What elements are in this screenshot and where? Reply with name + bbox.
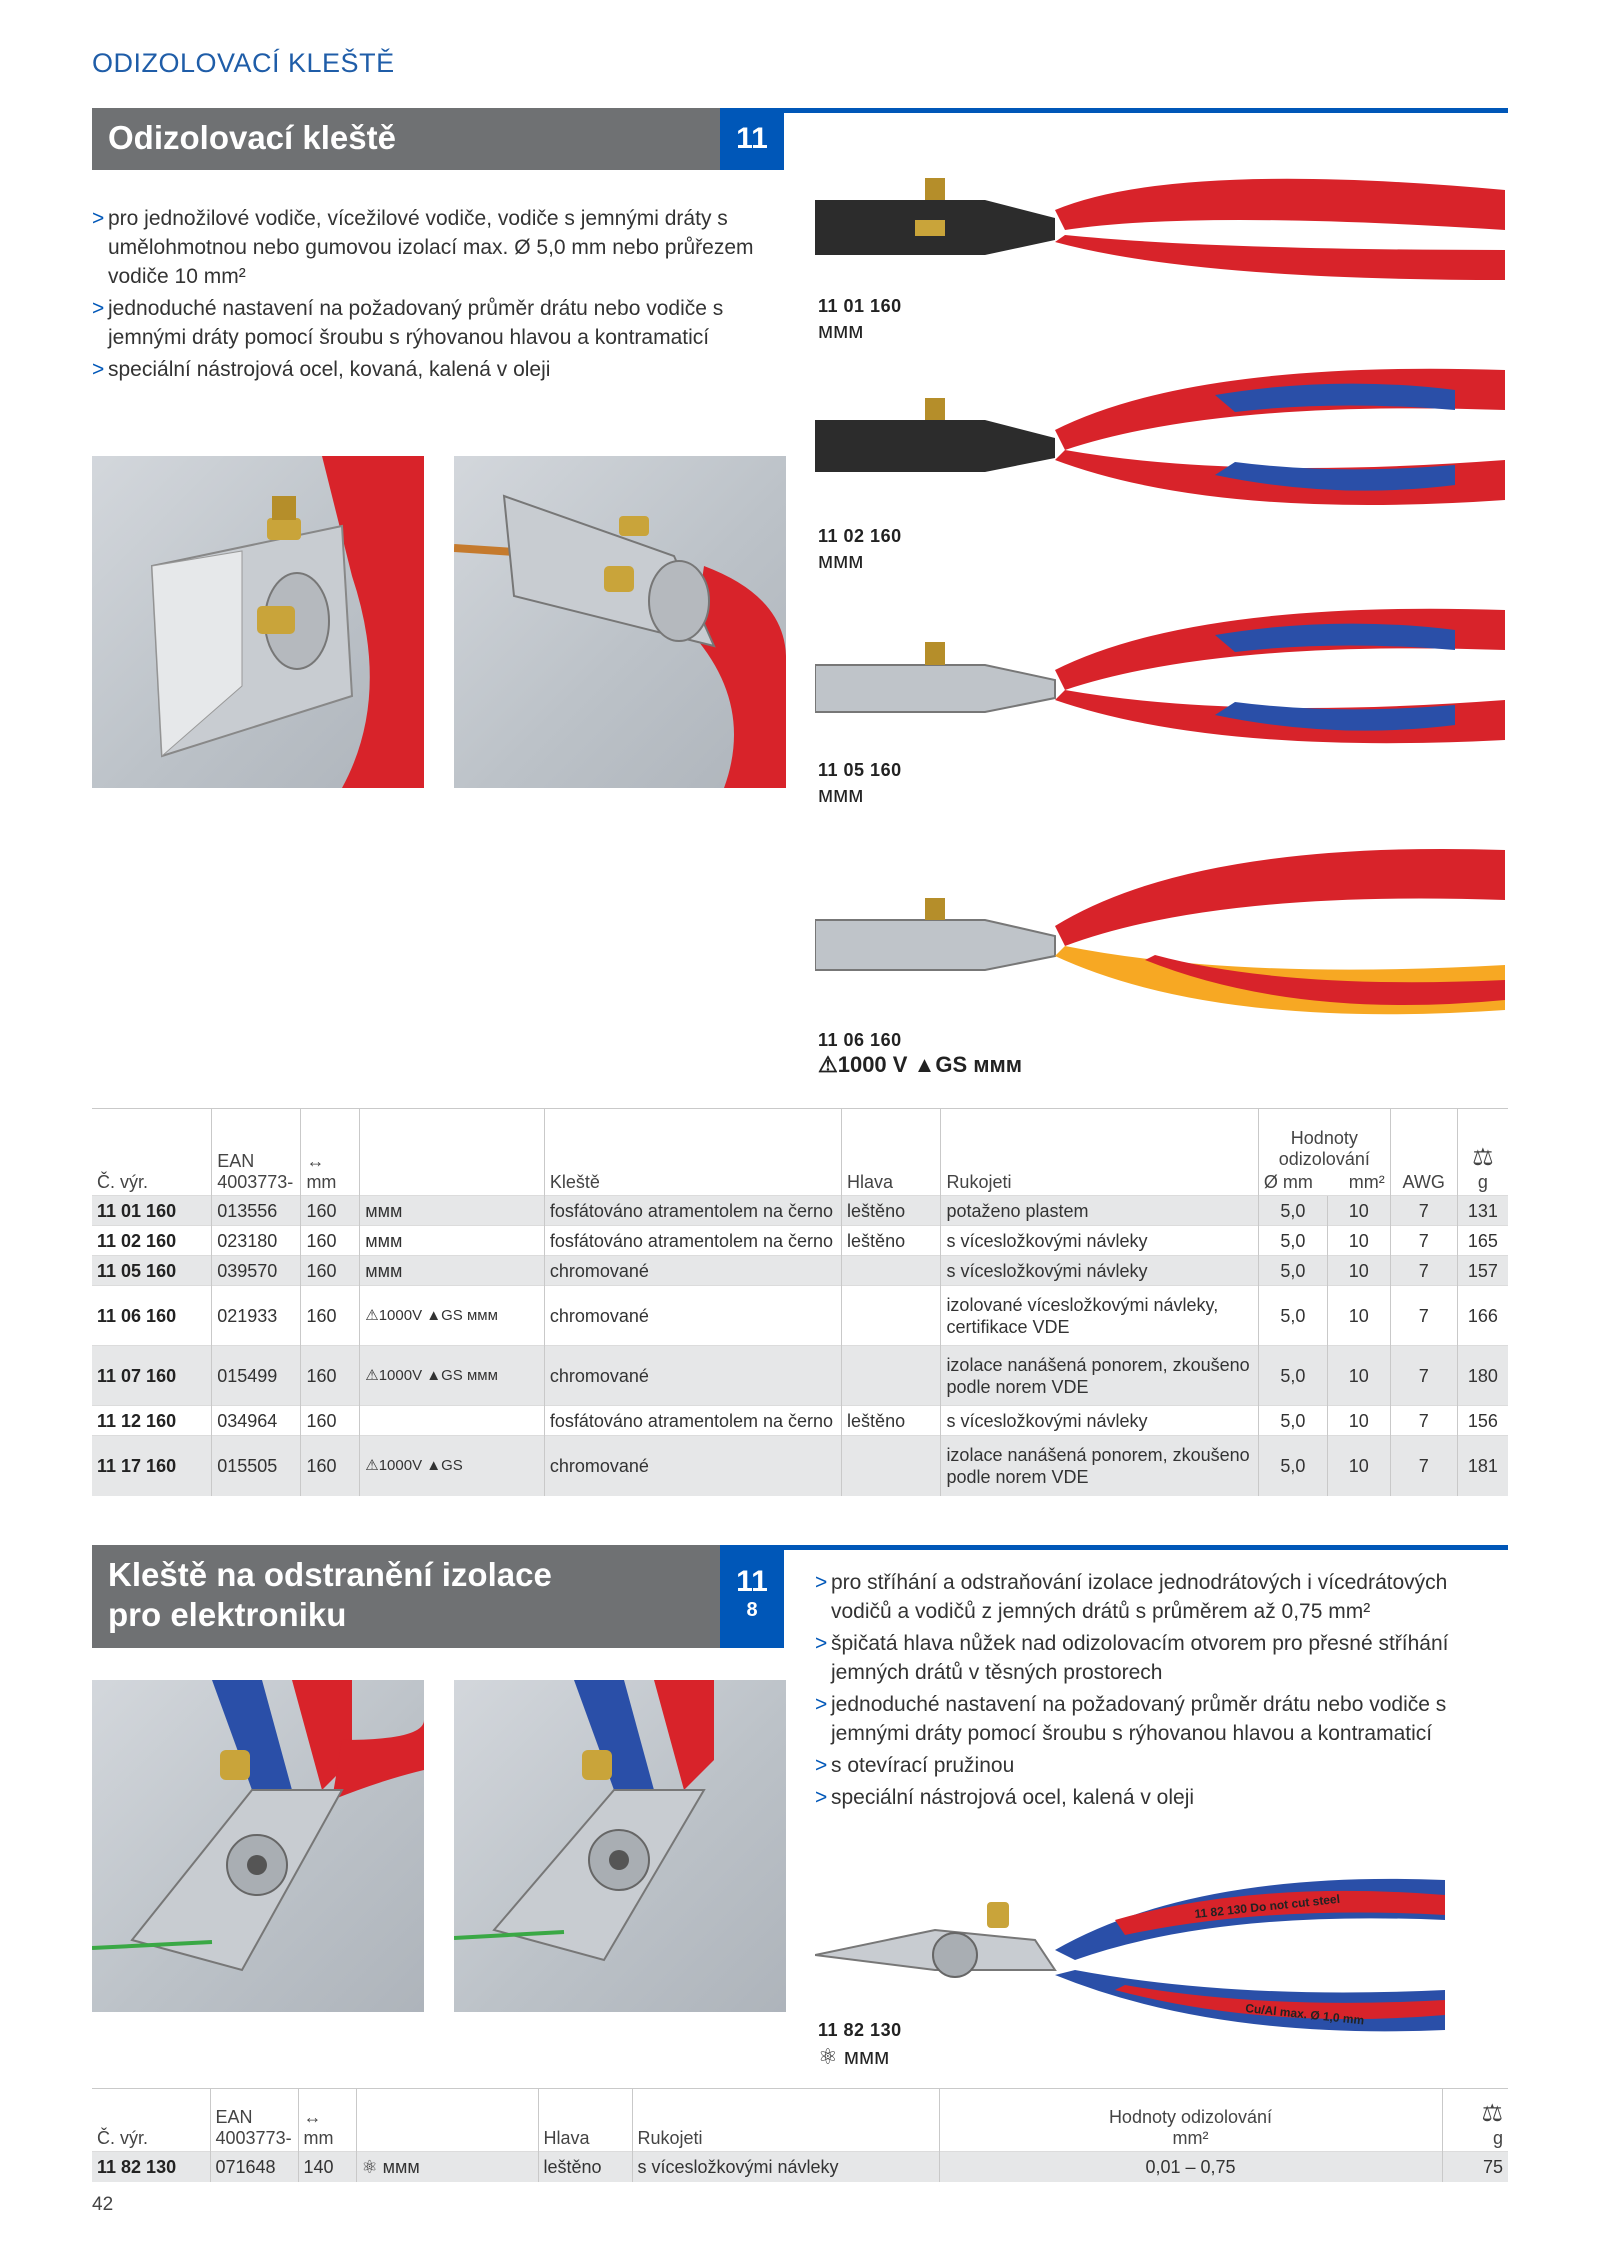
bullet: > špičatá hlava nůžek nad odizolovacím otvorem pro přesné stříhání jemných drátů v těsných prostorech: [815, 1629, 1475, 1687]
col-length: ↔ mm: [298, 2089, 356, 2152]
section2-bullets: [815, 1568, 1475, 1815]
product-code-11-02-160: 11 02 160: [818, 526, 902, 546]
product-image-11-82-130: [815, 1860, 1505, 2040]
table-row: 11 02 160 023180 160 ᴍᴍᴍ fosfátováno atramentolem na černo leštěno s vícesložkovými návleky 5,0 10 7 165: [92, 1226, 1508, 1256]
product-code-11-01-160: 11 01 160: [818, 296, 902, 316]
closeup-photo-4: [454, 1680, 786, 2012]
col-weight: ⚖ g: [1442, 2089, 1508, 2152]
closeup-photo-1: [92, 456, 424, 788]
bullet: > jednoduché nastavení na požadovaný průměr drátu nebo vodiče s jemnými dráty pomocí šroubu s rýhovanou hlavou a kontramaticí: [815, 1690, 1475, 1748]
col-icons: [356, 2089, 538, 2152]
col-icons: [360, 1109, 545, 1196]
col-weight: ⚖ g: [1457, 1109, 1508, 1196]
section1-number-box: [720, 108, 784, 170]
esd-strip-icons: ⚛ ᴍᴍᴍ: [818, 2044, 890, 2069]
product-code-11-06-160: 11 06 160: [818, 1030, 902, 1050]
product-image-11-01-160: [815, 160, 1505, 290]
handle-print-text: 11 82 130 Do not cut steel: [1193, 1891, 1341, 1921]
bullet: > jednoduché nastavení na požadovaný průměr drátu nebo vodiče s jemnými dráty pomocí šroubu s rýhovanou hlavou a kontramaticí: [92, 294, 772, 352]
col-handles: Rukojeti: [941, 1109, 1258, 1196]
product-image-11-06-160: [815, 840, 1505, 1030]
col-length: ↔ mm: [301, 1109, 360, 1196]
section1-title-bar: [92, 108, 720, 170]
closeup-photo-3: [92, 1680, 424, 2012]
bullet: > pro stříhání a odstraňování izolace jednodrátových i vícedrátových vodičů a vodičů z jemných drátů s průměrem až 0,75 mm²: [815, 1568, 1475, 1626]
table-row: 11 05 160 039570 160 ᴍᴍᴍ chromované s vícesložkovými návleky 5,0 10 7 157: [92, 1256, 1508, 1286]
table-row: 11 01 160 013556 160 ᴍᴍᴍ fosfátováno atramentolem na černo leštěno potaženo plastem 5,0 10 7 131: [92, 1196, 1508, 1226]
section2-spec-table: [92, 2088, 1508, 2182]
section1-number: 11: [736, 122, 768, 155]
col-code: Č. výr.: [92, 1109, 212, 1196]
bullet: > s otevírací pružinou: [815, 1751, 1475, 1780]
product-image-11-05-160: [815, 580, 1505, 755]
section1-spec-table: [92, 1108, 1508, 1496]
table-row: 11 82 130 071648 140 ⚛ ᴍᴍᴍ leštěno s vícesložkovými návleky 0,01 – 0,75 75: [92, 2152, 1508, 2182]
col-code: Č. výr.: [92, 2089, 210, 2152]
bullet: > speciální nástrojová ocel, kalená v oleji: [815, 1783, 1475, 1812]
section2-title-bar: [92, 1545, 720, 1648]
product-code-11-05-160: 11 05 160: [818, 760, 902, 780]
table-row: 11 12 160 034964 160 fosfátováno atramentolem na černo leštěno s vícesložkovými návleky 5,0 10 7 156: [92, 1406, 1508, 1436]
product-image-11-02-160: [815, 350, 1505, 520]
page-header: ODIZOLOVACÍ KLEŠTĚ: [92, 48, 395, 78]
section1-bullets: [92, 204, 772, 387]
col-ean: EAN 4003773-: [212, 1109, 301, 1196]
col-handles: Rukojeti: [632, 2089, 939, 2152]
col-head: Hlava: [842, 1109, 941, 1196]
col-head: Hlava: [538, 2089, 632, 2152]
section1-blue-rule: [720, 108, 1508, 113]
bullet: > pro jednožilové vodiče, vícežilové vodiče, vodiče s jemnými dráty s umělohmotnou nebo gumovou izolací max. Ø 5,0 mm nebo průřezem vodiče 10 mm²: [92, 204, 772, 291]
page-number: 42: [92, 2194, 114, 2215]
vde-gs-strip-icons: ⚠1000 V ▲GS ᴍᴍᴍ: [818, 1052, 1023, 1077]
col-ean: EAN 4003773-: [210, 2089, 298, 2152]
col-pliers: Kleště: [544, 1109, 841, 1196]
section1-title: Odizolovací kleště: [108, 119, 396, 156]
table-row: 11 06 160 021933 160 ⚠1000V ▲GS ᴍᴍᴍ chromované izolované vícesložkovými návleky, certifikace VDE 5,0 10 7 166: [92, 1286, 1508, 1346]
scale-icon: ⚖: [1472, 1144, 1494, 1171]
section2-title: Kleště na odstranění izolace pro elektroniku: [108, 1556, 552, 1633]
scale-icon: ⚖: [1481, 2100, 1503, 2127]
closeup-photo-2: [454, 456, 786, 788]
section2-number: 11: [736, 1565, 768, 1598]
section2-number-box: [720, 1545, 784, 1648]
strip-icon: ᴍᴍᴍ: [818, 782, 864, 807]
col-strip-values: Hodnoty odizolování Ø mm mm²: [1258, 1109, 1390, 1196]
strip-icon: ᴍᴍᴍ: [818, 548, 864, 573]
col-strip-values: Hodnoty odizolování mm²: [939, 2089, 1442, 2152]
bullet: > speciální nástrojová ocel, kovaná, kalená v oleji: [92, 355, 772, 384]
col-awg: AWG: [1390, 1109, 1457, 1196]
table-row: 11 07 160 015499 160 ⚠1000V ▲GS ᴍᴍᴍ chromované izolace nanášená ponorem, zkoušeno podle norem VDE 5,0 10 7 180: [92, 1346, 1508, 1406]
section2-subnumber: 8: [746, 1599, 758, 1621]
table-row: 11 17 160 015505 160 ⚠1000V ▲GS chromované izolace nanášená ponorem, zkoušeno podle norem VDE 5,0 10 7 181: [92, 1436, 1508, 1496]
product-code-11-82-130: 11 82 130: [818, 2020, 902, 2040]
strip-icon: ᴍᴍᴍ: [818, 318, 864, 343]
section2-blue-rule: [720, 1545, 1508, 1550]
handle-print-text-2: Cu/Al max. Ø 1,0 mm: [1244, 2001, 1365, 2028]
